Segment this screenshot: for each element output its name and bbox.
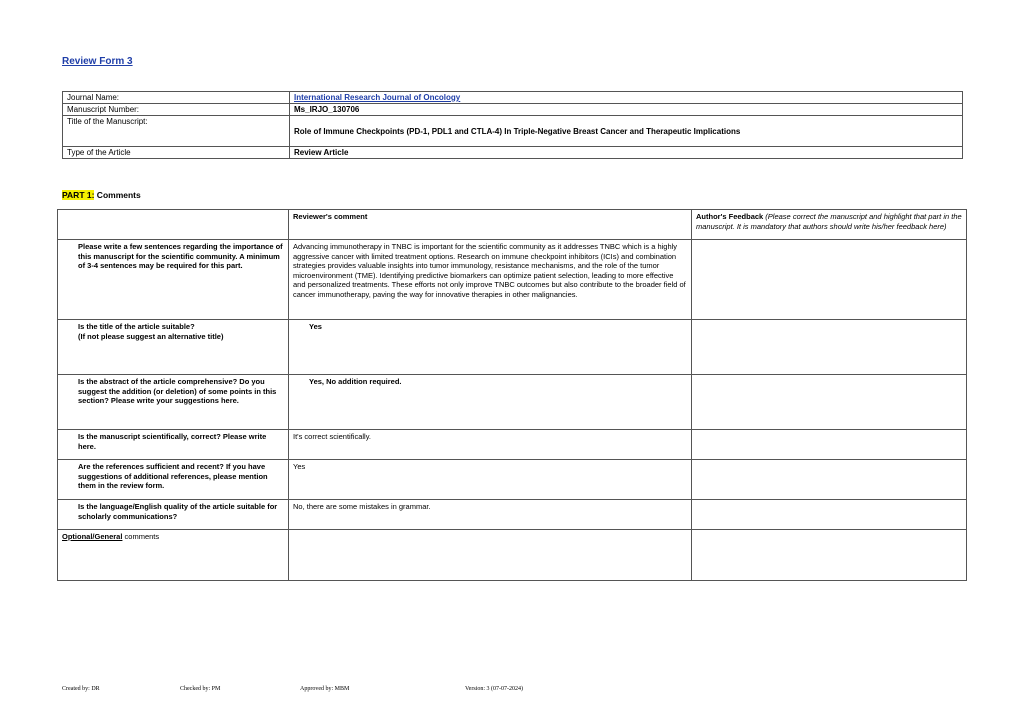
answer-cell[interactable]: Advancing immunotherapy in TNBC is important for the scientific community as it addresses TNBC which is a highly aggressive cancer with limited treatment options. Research on immune checkpoint inhibitors (ICIs) and combination strategies provides valuable insights into tumor immunology, resistance mechanisms, and the role of the tumor microenvironment (TME). Identifying predictive biomarkers can optimize patient selection, leading to more effective and personalized treatments. These efforts not only improve TNBC outcomes but also contribute to the broader field of cancer immunotherapy, paving the way for innovative therapies in other malignancies. xyxy=(289,240,692,320)
optional-label: Optional/General xyxy=(62,532,123,541)
comments-header-row xyxy=(58,210,967,240)
manuscript-title-label: Title of the Manuscript: xyxy=(63,116,290,147)
question-row-abstract xyxy=(58,375,967,430)
article-type-row xyxy=(63,147,963,159)
manuscript-number-value: Ms_IRJO_130706 xyxy=(290,104,963,116)
answer-cell[interactable]: Yes xyxy=(289,460,692,500)
question-row-scientific xyxy=(58,430,967,460)
footer-created-by: Created by: DR xyxy=(62,686,100,692)
article-type-label: Type of the Article xyxy=(63,147,290,159)
question-row-title xyxy=(58,320,967,375)
manuscript-title-row xyxy=(63,116,963,147)
question-row-references xyxy=(58,460,967,500)
answer-cell[interactable]: Yes xyxy=(289,320,692,375)
journal-row xyxy=(63,92,963,104)
header-blank-cell xyxy=(58,210,289,240)
journal-label: Journal Name: xyxy=(63,92,290,104)
footer-version: Version: 3 (07-07-2024) xyxy=(465,686,523,692)
part-heading xyxy=(62,190,141,200)
author-feedback-cell[interactable] xyxy=(692,430,967,460)
optional-author-feedback[interactable] xyxy=(692,530,967,581)
question-cell: Please write a few sentences regarding the importance of this manuscript for the scientific community. A minimum of 3-4 sentences may be required for this part. xyxy=(58,240,289,320)
optional-comments-row xyxy=(58,530,967,581)
optional-comments-label xyxy=(58,530,289,581)
manuscript-number-label: Manuscript Number: xyxy=(63,104,290,116)
part-label: PART 1: xyxy=(62,190,95,200)
question-row-language xyxy=(58,500,967,530)
reviewer-comment-header: Reviewer's comment xyxy=(289,210,692,240)
question-cell: Are the references sufficient and recent? If you have suggestions of additional references, please mention them in the review form. xyxy=(58,460,289,500)
question-row-importance xyxy=(58,240,967,320)
answer-cell[interactable]: Yes, No addition required. xyxy=(289,375,692,430)
author-feedback-cell[interactable] xyxy=(692,460,967,500)
author-feedback-cell[interactable] xyxy=(692,375,967,430)
question-cell: Is the abstract of the article comprehensive? Do you suggest the addition (or deletion) of some points in this section? Please write your suggestions here. xyxy=(58,375,289,430)
author-feedback-cell[interactable] xyxy=(692,240,967,320)
question-cell: Is the manuscript scientifically, correct? Please write here. xyxy=(58,430,289,460)
optional-suffix: comments xyxy=(122,532,160,541)
manuscript-info-table xyxy=(62,91,963,159)
article-type-value: Review Article xyxy=(290,147,963,159)
author-feedback-header xyxy=(692,210,967,240)
author-feedback-cell[interactable] xyxy=(692,320,967,375)
journal-link[interactable]: International Research Journal of Oncology xyxy=(290,92,963,104)
question-cell: Is the title of the article suitable? (If not please suggest an alternative title) xyxy=(58,320,289,375)
manuscript-title-value: Role of Immune Checkpoints (PD-1, PDL1 and CTLA-4) In Triple-Negative Breast Cancer and Therapeutic Implications xyxy=(290,116,963,147)
comments-table xyxy=(57,209,967,581)
footer-approved-by: Approved by: MBM xyxy=(300,686,350,692)
author-feedback-hint: (Please correct the manuscript and highlight that part in the manuscript. It is mandatory that authors should write his/her feedback here) xyxy=(696,212,962,231)
part-suffix: Comments xyxy=(94,190,141,200)
author-feedback-title: Author's Feedback xyxy=(696,212,764,221)
answer-cell[interactable]: No, there are some mistakes in grammar. xyxy=(289,500,692,530)
footer-checked-by: Checked by: PM xyxy=(180,686,221,692)
answer-cell[interactable]: It's correct scientifically. xyxy=(289,430,692,460)
manuscript-number-row xyxy=(63,104,963,116)
form-title: Review Form 3 xyxy=(62,56,133,67)
question-cell: Is the language/English quality of the article suitable for scholarly communications? xyxy=(58,500,289,530)
author-feedback-cell[interactable] xyxy=(692,500,967,530)
optional-comments-answer[interactable] xyxy=(289,530,692,581)
